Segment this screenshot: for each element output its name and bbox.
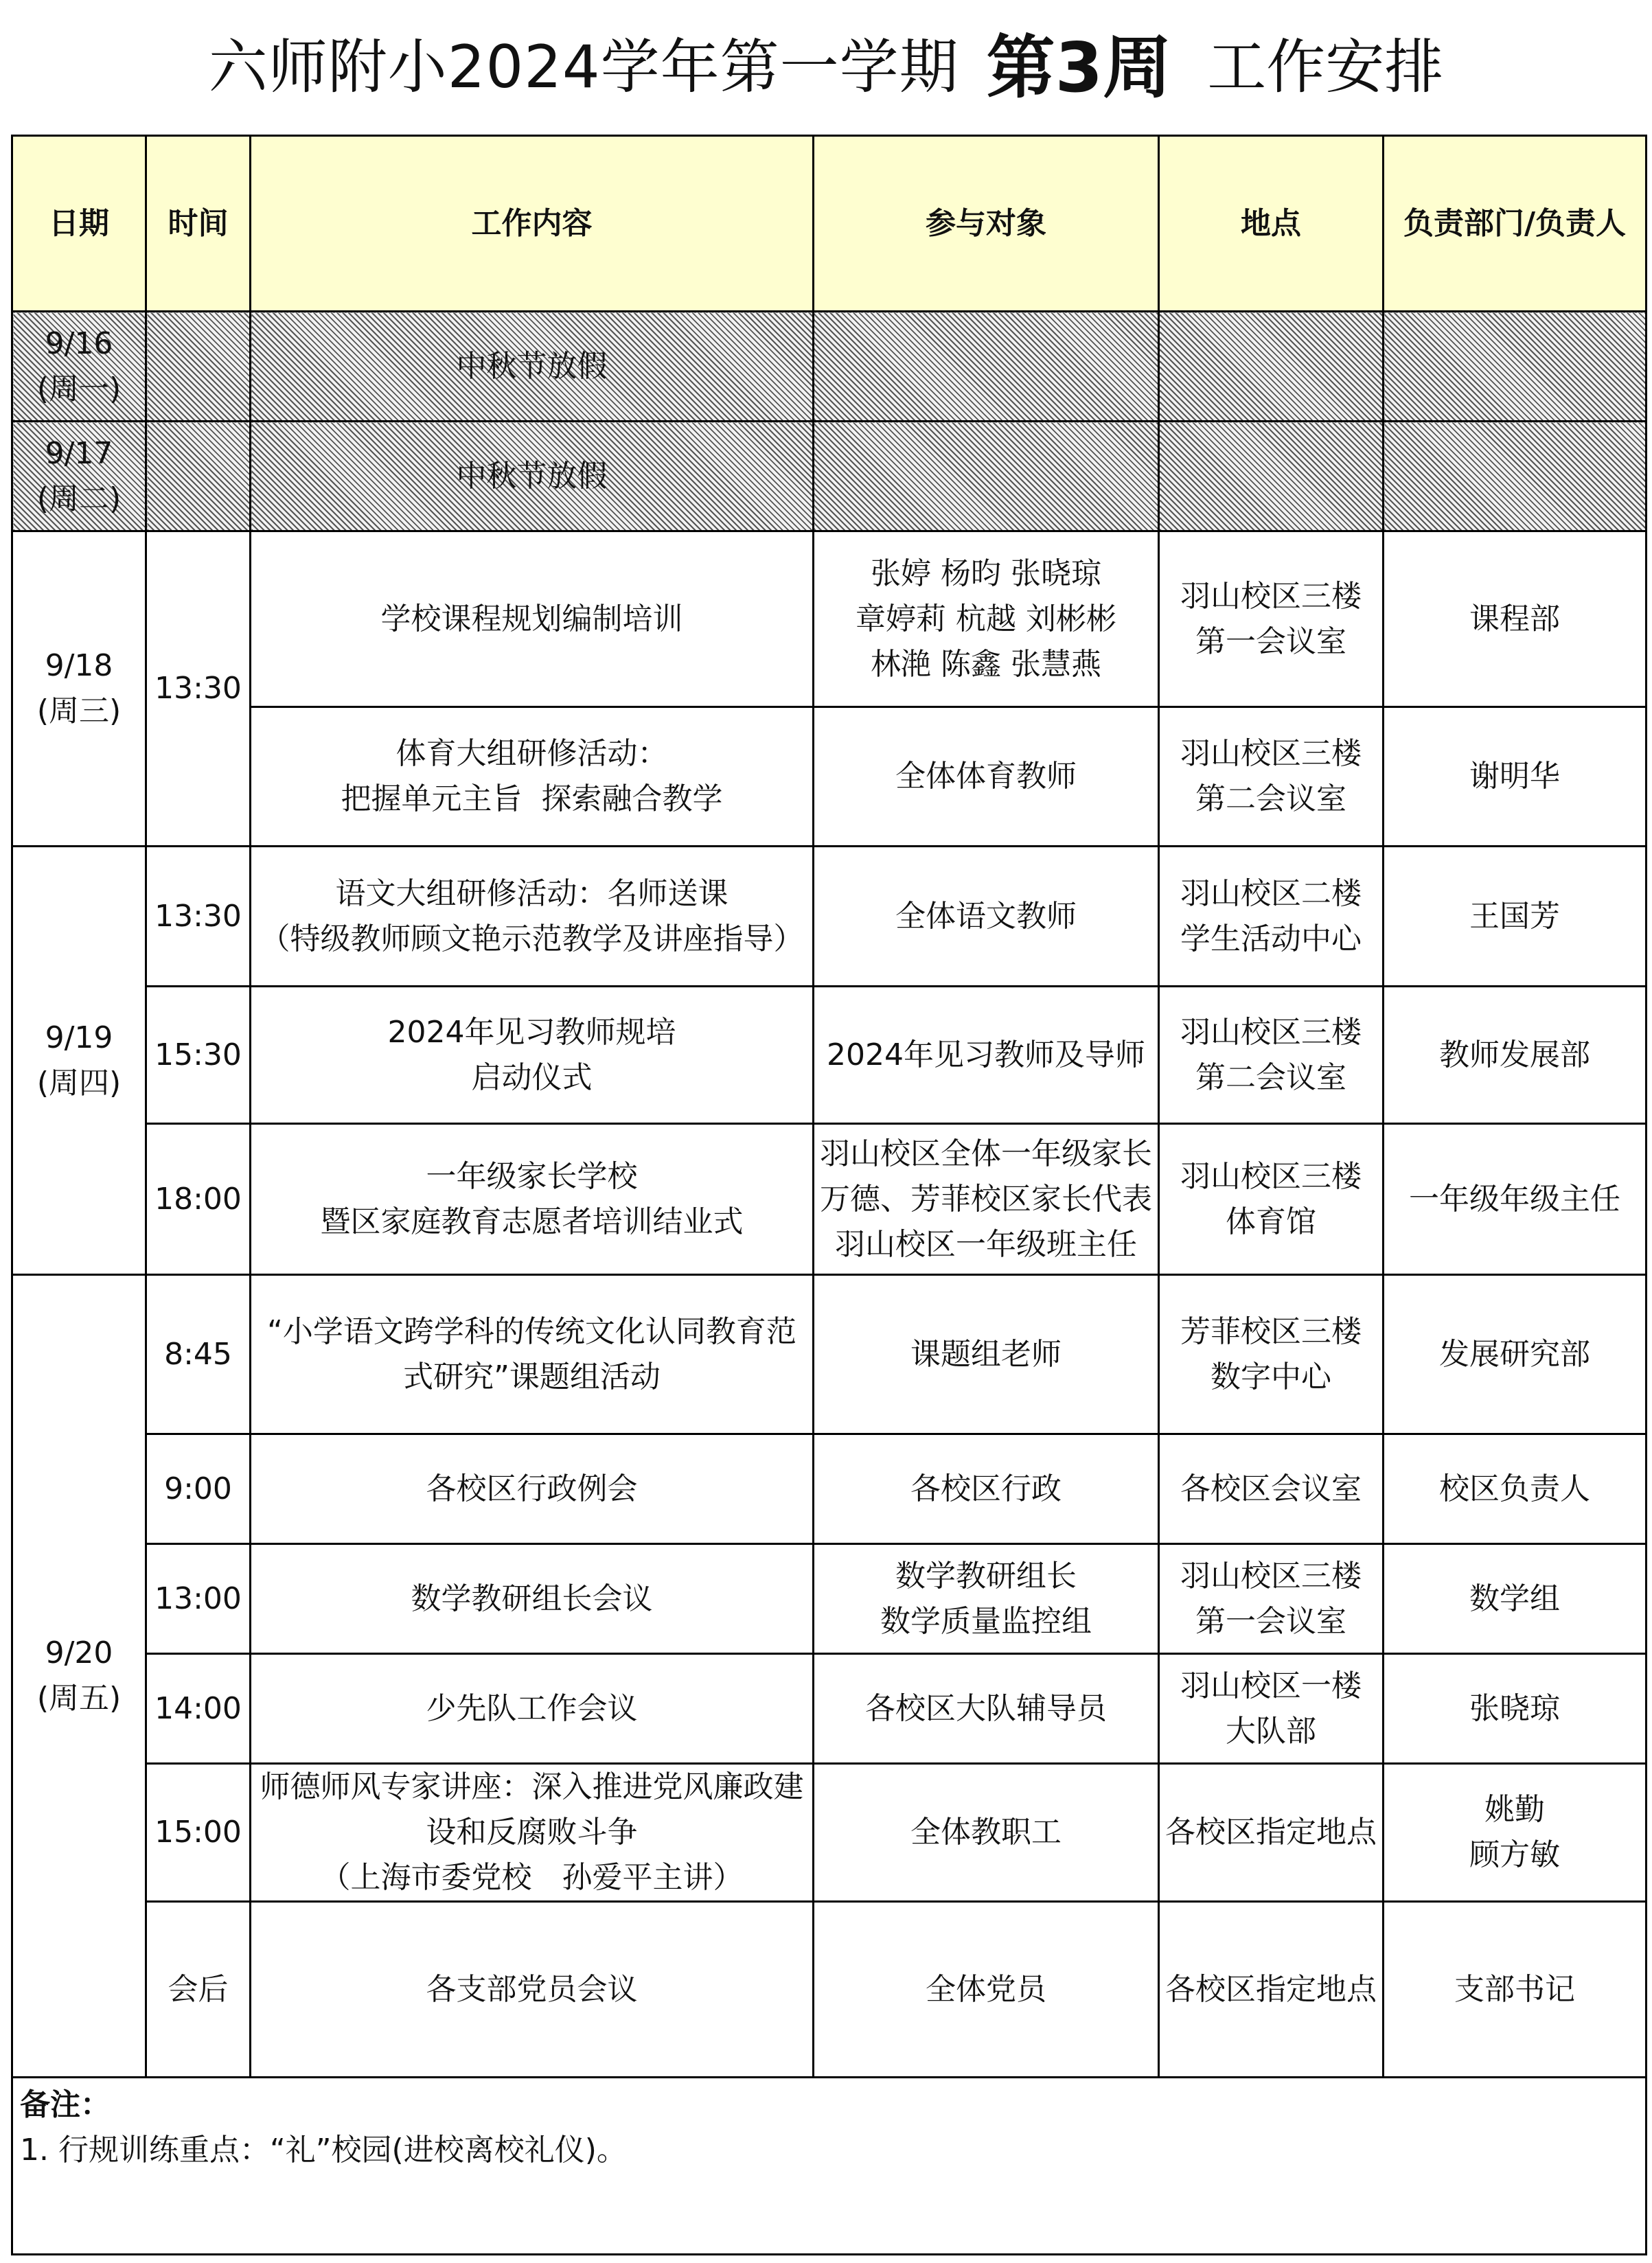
notes-item: 1. 行规训练重点：“礼”校园(进校离校礼仪)。: [20, 2133, 627, 2168]
header-location: 地点: [1159, 136, 1384, 312]
table-row: [12, 847, 1647, 987]
location-cell: 各校区指定地点: [1159, 1764, 1384, 1902]
content-cell: “小学语文跨学科的传统文化认同教育范 式研究”课题组活动: [251, 1275, 814, 1434]
date-cell: 9/16 (周一): [12, 312, 146, 422]
table-row: [12, 1764, 1647, 1902]
time-cell: 会后: [146, 1902, 251, 2078]
holiday-row: [12, 312, 1647, 422]
notes-cell: [12, 2078, 1647, 2255]
location-cell: 芳菲校区三楼 数字中心: [1159, 1275, 1384, 1434]
header-date: 日期: [12, 136, 146, 312]
owner-cell: 姚勤 顾方敏: [1384, 1764, 1647, 1902]
participants-cell: 张婷 杨昀 张晓琼 章婷莉 杭越 刘彬彬 林滟 陈鑫 张慧燕: [814, 531, 1159, 707]
content-cell: 一年级家长学校 暨区家庭教育志愿者培训结业式: [251, 1124, 814, 1275]
owner-cell: 谢明华: [1384, 707, 1647, 847]
location-cell: 羽山校区三楼 第二会议室: [1159, 987, 1384, 1124]
owner-cell: 王国芳: [1384, 847, 1647, 987]
location-cell: 羽山校区一楼 大队部: [1159, 1654, 1384, 1764]
date-cell: 9/19 (周四): [12, 847, 146, 1275]
table-row: [12, 531, 1647, 707]
time-cell: 13:30: [146, 847, 251, 987]
owner-cell: 课程部: [1384, 531, 1647, 707]
content-cell: 体育大组研修活动： 把握单元主旨 探索融合教学: [251, 707, 814, 847]
location-cell: 羽山校区三楼 第二会议室: [1159, 707, 1384, 847]
owner-cell: 支部书记: [1384, 1902, 1647, 2078]
location-cell: 羽山校区二楼 学生活动中心: [1159, 847, 1384, 987]
content-cell: 少先队工作会议: [251, 1654, 814, 1764]
header-participants: 参与对象: [814, 136, 1159, 312]
table-row: [12, 1654, 1647, 1764]
header-owner: 负责部门/负责人: [1384, 136, 1647, 312]
title-school-term: 六师附小2024学年第一学期: [208, 33, 959, 102]
content-cell: 各支部党员会议: [251, 1902, 814, 2078]
participants-cell: 各校区大队辅导员: [814, 1654, 1159, 1764]
time-cell: 14:00: [146, 1654, 251, 1764]
participants-cell: 全体体育教师: [814, 707, 1159, 847]
participants-cell: 课题组老师: [814, 1275, 1159, 1434]
table-row: [12, 1434, 1647, 1544]
owner-cell: 张晓琼: [1384, 1654, 1647, 1764]
participants-cell: 数学教研组长 数学质量监控组: [814, 1544, 1159, 1654]
content-cell: 师德师风专家讲座：深入推进党风廉政建 设和反腐败斗争 （上海市委党校 孙爱平主讲）: [251, 1764, 814, 1902]
table-row: [12, 1544, 1647, 1654]
title-suffix: 工作安排: [1207, 33, 1444, 102]
date-cell: 9/20 (周五): [12, 1275, 146, 2078]
table-row: [12, 1124, 1647, 1275]
location-cell: 羽山校区三楼 第一会议室: [1159, 1544, 1384, 1654]
owner-cell: 一年级年级主任: [1384, 1124, 1647, 1275]
time-cell: 15:30: [146, 987, 251, 1124]
participants-cell: 各校区行政: [814, 1434, 1159, 1544]
holiday-row: [12, 422, 1647, 531]
notes-row: [12, 2078, 1647, 2255]
notes-title: 备注：: [20, 2087, 111, 2122]
participants-cell: 全体语文教师: [814, 847, 1159, 987]
table-row: [12, 707, 1647, 847]
location-cell: 羽山校区三楼 第一会议室: [1159, 531, 1384, 707]
schedule-table: [11, 135, 1647, 2255]
time-cell: 15:00: [146, 1764, 251, 1902]
content-cell: 各校区行政例会: [251, 1434, 814, 1544]
owner-cell: 校区负责人: [1384, 1434, 1647, 1544]
time-cell: 18:00: [146, 1124, 251, 1275]
time-cell: 9:00: [146, 1434, 251, 1544]
owner-cell: 教师发展部: [1384, 987, 1647, 1124]
date-cell: 9/17 (周二): [12, 422, 146, 531]
location-cell: 各校区指定地点: [1159, 1902, 1384, 2078]
header-row: [12, 136, 1647, 312]
content-cell: 中秋节放假: [251, 422, 814, 531]
location-cell: 羽山校区三楼 体育馆: [1159, 1124, 1384, 1275]
owner-cell: 发展研究部: [1384, 1275, 1647, 1434]
content-cell: 学校课程规划编制培训: [251, 531, 814, 707]
content-cell: 中秋节放假: [251, 312, 814, 422]
header-content: 工作内容: [251, 136, 814, 312]
title-week: 第3周: [986, 27, 1172, 108]
content-cell: 数学教研组长会议: [251, 1544, 814, 1654]
participants-cell: 全体教职工: [814, 1764, 1159, 1902]
table-row: [12, 1902, 1647, 2078]
page-title: [0, 12, 1652, 115]
participants-cell: 2024年见习教师及导师: [814, 987, 1159, 1124]
table-row: [12, 987, 1647, 1124]
header-time: 时间: [146, 136, 251, 312]
participants-cell: 羽山校区全体一年级家长 万德、芳菲校区家长代表 羽山校区一年级班主任: [814, 1124, 1159, 1275]
time-cell: 8:45: [146, 1275, 251, 1434]
time-cell: 13:30: [146, 531, 251, 847]
content-cell: 2024年见习教师规培 启动仪式: [251, 987, 814, 1124]
content-cell: 语文大组研修活动：名师送课 （特级教师顾文艳示范教学及讲座指导）: [251, 847, 814, 987]
time-cell: 13:00: [146, 1544, 251, 1654]
location-cell: 各校区会议室: [1159, 1434, 1384, 1544]
participants-cell: 全体党员: [814, 1902, 1159, 2078]
date-cell: 9/18 (周三): [12, 531, 146, 847]
table-row: [12, 1275, 1647, 1434]
owner-cell: 数学组: [1384, 1544, 1647, 1654]
